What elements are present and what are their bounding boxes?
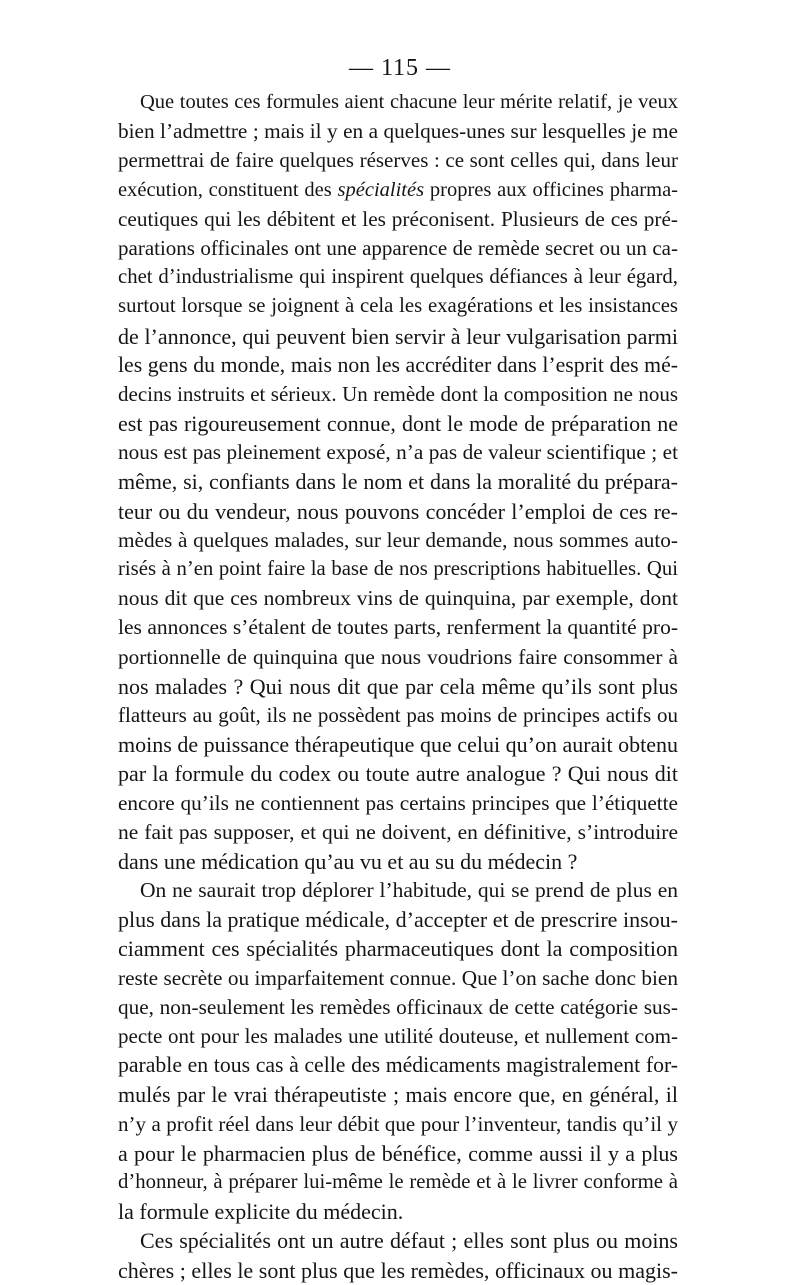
- text-line: parations officinales ont une apparence de remède secret ou un ca-: [118, 235, 678, 260]
- text-line: les annonces s’étalent de toutes parts, renferment la quantité pro-: [118, 615, 678, 640]
- text-line: [118, 176, 678, 205]
- text-line: permettrai de faire quelques réserves : ce sont celles qui, dans leur: [118, 148, 678, 173]
- text-line: risés à n’en point faire la base de nos prescriptions habituelles. Qui: [118, 558, 678, 580]
- text-line: de l’annonce, qui peuvent bien servir à leur vulgarisation parmi: [118, 323, 678, 349]
- text-line: moins de puissance thérapeutique que celui qu’on aurait obtenu: [118, 732, 678, 758]
- text-line: la formule explicite du médecin.: [118, 1199, 404, 1225]
- paragraph: [118, 1226, 678, 1284]
- text-line: ceutiques qui les débitent et les préconisent. Plusieurs de ces pré-: [118, 206, 678, 231]
- text-line: a pour le pharmacien plus de bénéfice, comme aussi il y a plus: [118, 1140, 678, 1166]
- text-line: par la formule du codex ou toute autre analogue ? Qui nous dit: [118, 761, 678, 787]
- text-line: On ne saurait trop déplorer l’habitude, qui se prend de plus en: [140, 878, 678, 903]
- text-line: chères ; elles le sont plus que les remèdes, officinaux ou magis-: [118, 1257, 678, 1283]
- text-line: Ces spécialités ont un autre défaut ; elles sont plus ou moins: [140, 1228, 678, 1254]
- body-text: [118, 88, 678, 1285]
- text-segment: propres aux officines pharma-: [424, 178, 678, 201]
- text-line: mulés par le vrai thérapeutiste ; mais encore que, en général, il: [118, 1082, 678, 1108]
- text-line: nos malades ? Qui nous dit que par cela même qu’ils sont plus: [118, 673, 678, 699]
- paragraph: [118, 876, 678, 1226]
- text-line: d’honneur, à préparer lui-même le remède et à le livrer conforme à: [118, 1170, 678, 1193]
- text-line: portionnelle de quinquina que nous voudrions faire consommer à: [118, 644, 678, 669]
- text-line: chet d’industrialisme qui inspirent quelques défiances à leur égard,: [118, 266, 678, 289]
- text-line: surtout lorsque se joignent à cela les exagérations et les insistances: [118, 295, 678, 318]
- text-line: ciamment ces spécialités pharmaceutiques dont la composition: [118, 936, 678, 962]
- text-line: les gens du monde, mais non les accréditer dans l’esprit des mé-: [118, 352, 678, 377]
- text-line: teur ou du vendeur, nous pouvons concéder l’emploi de ces re-: [118, 498, 678, 524]
- text-line: pecte ont pour les malades une utilité douteuse, et nullement com-: [118, 1024, 678, 1048]
- page-number: — 115 —: [348, 55, 452, 81]
- text-line: est pas rigoureusement connue, dont le mode de préparation ne: [118, 411, 678, 437]
- text-line: decins instruits et sérieux. Un remède dont la composition ne nous: [118, 381, 678, 406]
- text-line: nous dit que ces nombreux vins de quinquina, par exemple, dont: [118, 586, 678, 611]
- text-line: mèdes à quelques malades, sur leur demande, nous sommes auto-: [118, 527, 678, 552]
- text-line: n’y a profit réel dans leur débit que pour l’inventeur, tandis qu’il y: [118, 1111, 678, 1136]
- text-segment: exécution, constituent des: [118, 178, 338, 201]
- text-line: reste secrète ou imparfaitement connue. Que l’on sache donc bien: [118, 965, 678, 990]
- text-line: encore qu’ils ne contiennent pas certains principes que l’étiquette: [118, 790, 678, 815]
- text-line: plus dans la pratique médicale, d’accepter et de prescrire insou-: [118, 907, 678, 933]
- text-line: bien l’admettre ; mais il y en a quelques-unes sur lesquelles je me: [118, 119, 678, 144]
- text-line: nous est pas pleinement exposé, n’a pas de valeur scientifique ; et: [118, 440, 678, 465]
- text-line: même, si, confiants dans le nom et dans la moralité du prépara-: [118, 469, 678, 495]
- text-line: que, non-seulement les remèdes officinaux de cette catégorie sus-: [118, 994, 678, 1019]
- italic-term: spécialités: [337, 178, 425, 201]
- text-line: dans une médication qu’au vu et au su du médecin ?: [118, 848, 578, 874]
- text-line: flatteurs au goût, ils ne possèdent pas moins de principes actifs ou: [118, 702, 678, 727]
- text-line: ne fait pas supposer, et qui ne doivent, en définitive, s’introduire: [118, 819, 678, 844]
- paragraph: [118, 88, 678, 876]
- text-line: parable en tous cas à celle des médicaments magistralement for-: [118, 1053, 678, 1078]
- text-line: Que toutes ces formules aient chacune leur mérite relatif, je veux: [140, 91, 678, 113]
